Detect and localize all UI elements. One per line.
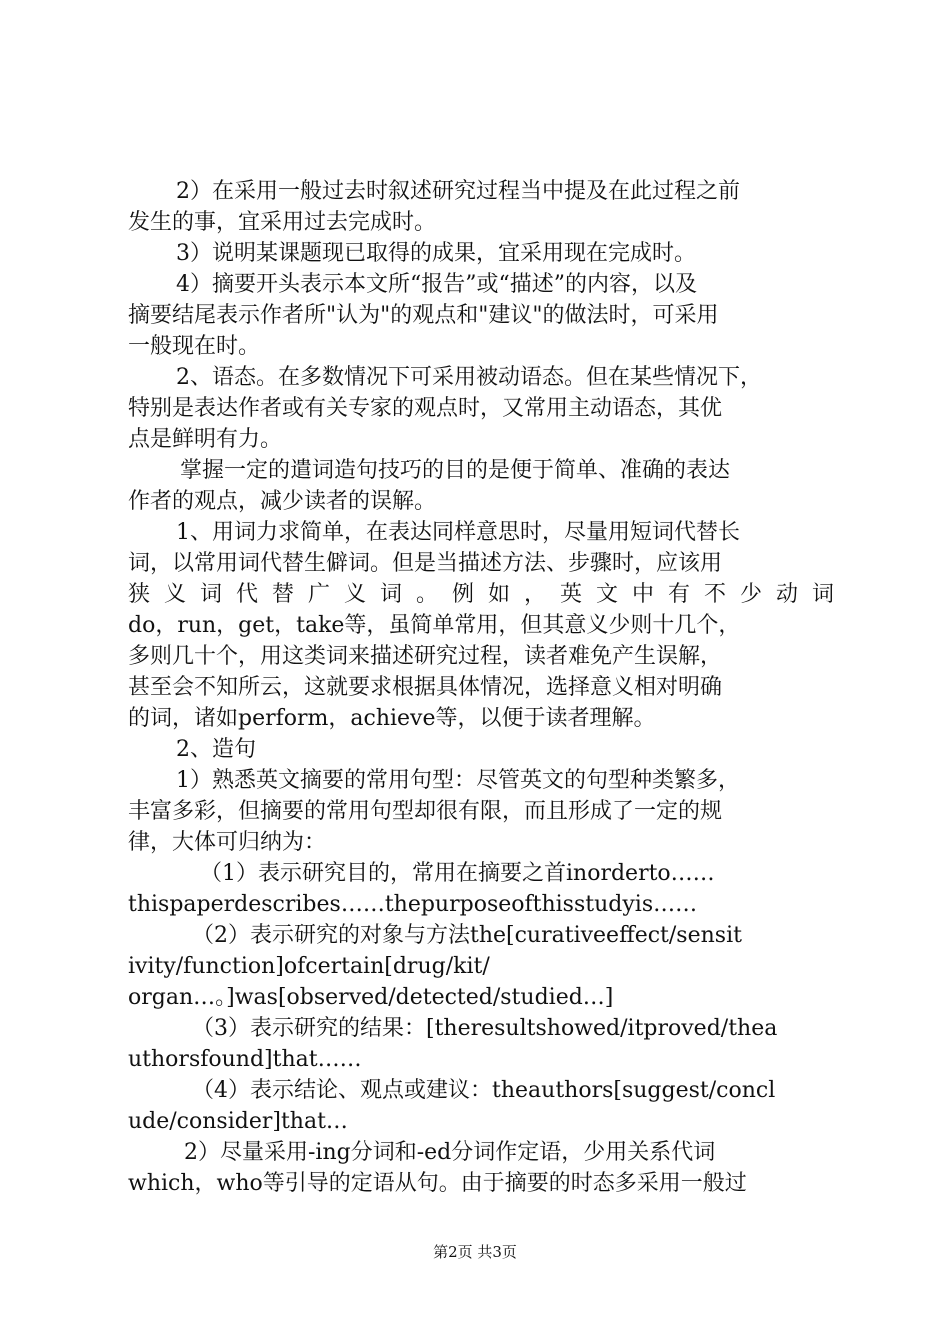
text-line: 点是鲜明有力。 (128, 427, 283, 452)
text-line: 词，以常用词代替生僻词。但是当描述方法、步骤时，应该用 (128, 551, 723, 576)
text-line: 发生的事，宜采用过去完成时。 (128, 210, 437, 235)
text-line: organ…。]was[observed/detected/studied…] (128, 985, 614, 1010)
text-line: 甚至会不知所云，这就要求根据具体情况，选择意义相对明确 (128, 675, 723, 700)
text-line: uthorsfound]that…… (128, 1047, 362, 1072)
page-number-label: 第2页 共3页 (433, 1243, 517, 1261)
text-line: 的词，诸如perform，achieve等，以便于读者理解。 (128, 706, 656, 731)
text-line: 2）尽量采用-ing分词和-ed分词作定语，少用关系代词 (184, 1140, 716, 1165)
text-line: which，who等引导的定语从句。由于摘要的时态多采用一般过 (128, 1171, 747, 1196)
text-line: 一般现在时。 (128, 334, 261, 359)
page-footer (0, 1242, 950, 1262)
text-line: 2、语态。在多数情况下可采用被动语态。但在某些情况下， (176, 365, 762, 390)
text-line: ivity/function]ofcertain[drug/kit/ (128, 954, 490, 979)
text-line: （1）表示研究目的，常用在摘要之首inorderto…… (200, 861, 715, 886)
text-line: do，run，get，take等，虽简单常用，但其意义少则十几个， (128, 613, 741, 638)
text-line: 律，大体可归纳为： (128, 830, 327, 855)
text-line: （4）表示结论、观点或建议：theauthors[suggest/concl (192, 1078, 776, 1103)
text-line: 特别是表达作者或有关专家的观点时，又常用主动语态，其优 (128, 396, 723, 421)
text-line: 多则几十个，用这类词来描述研究过程，读者难免产生误解， (128, 644, 723, 669)
body-text (128, 176, 834, 1199)
text-line: 作者的观点，减少读者的误解。 (128, 489, 437, 514)
text-line: 4）摘要开头表示本文所“报告”或“描述”的内容，以及 (176, 272, 697, 297)
text-line: 狭义词代替广义词。例如，英文中有不少动词 (128, 582, 834, 607)
section-heading: 2、造句 (176, 737, 256, 762)
text-line: （3）表示研究的结果：[theresultshowed/itproved/thea (192, 1016, 778, 1041)
text-line: （2）表示研究的对象与方法the[curativeeffect/sensit (192, 923, 742, 948)
text-line: 3）说明某课题现已取得的成果，宜采用现在完成时。 (176, 241, 696, 266)
text-line: thispaperdescribes……thepurposeofthisstudyis…… (128, 892, 698, 917)
text-line: 丰富多彩，但摘要的常用句型却很有限，而且形成了一定的规 (128, 799, 723, 824)
text-line: 1）熟悉英文摘要的常用句型：尽管英文的句型种类繁多， (176, 768, 740, 793)
text-line: 摘要结尾表示作者所"认为"的观点和"建议"的做法时，可采用 (128, 303, 719, 328)
text-line: 掌握一定的遣词造句技巧的目的是便于简单、准确的表达 (180, 458, 731, 483)
text-line: 2）在采用一般过去时叙述研究过程当中提及在此过程之前 (176, 179, 740, 204)
text-line: 1、用词力求简单，在表达同样意思时，尽量用短词代替长 (176, 520, 740, 545)
text-line: ude/consider]that… (128, 1109, 348, 1134)
